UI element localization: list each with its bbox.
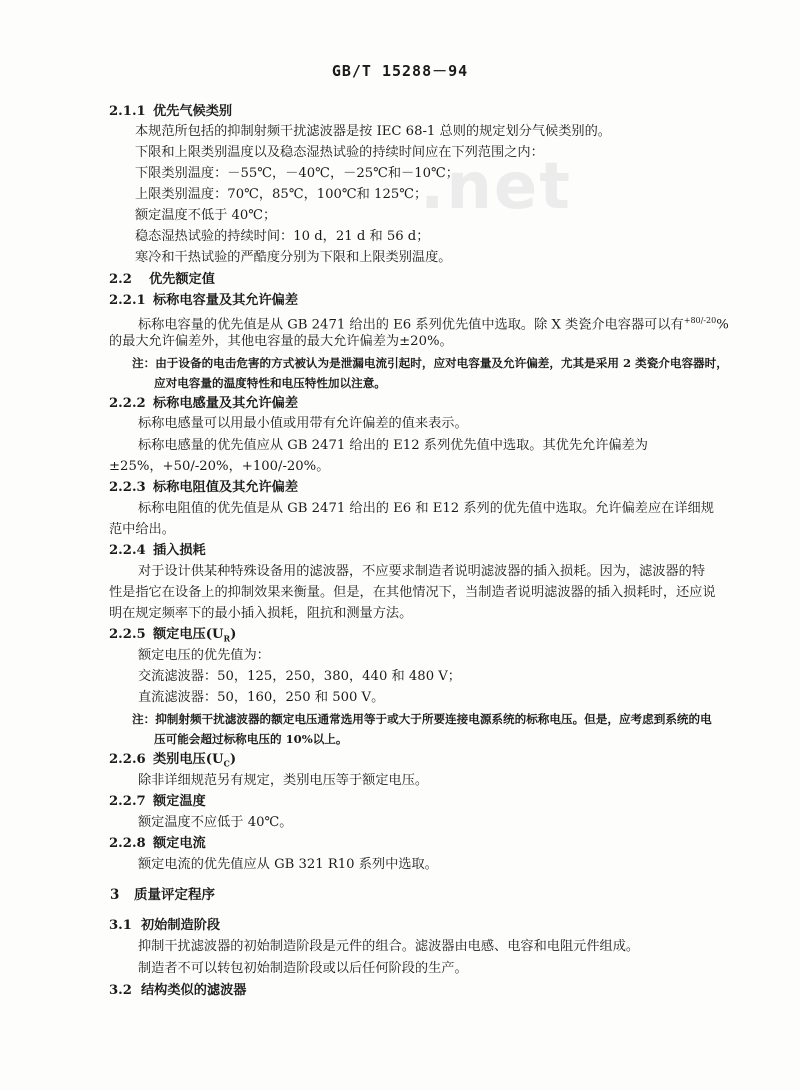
paragraph-line: 下限和上限类别温度以及稳态湿热试验的持续时间应在下列范围之内： bbox=[135, 145, 544, 160]
section-2-2-8-heading bbox=[109, 836, 206, 852]
section-number: 2.2.1 bbox=[109, 293, 146, 308]
subscript: R bbox=[223, 633, 231, 644]
paragraph-line: 额定电压的优先值为： bbox=[138, 648, 270, 663]
section-title: 插入损耗 bbox=[153, 543, 206, 558]
section-title: 标称电容量及其允许偏差 bbox=[153, 293, 299, 308]
paragraph-line: 额定温度不低于 40℃； bbox=[135, 208, 277, 223]
tolerance-superscript: +80/-20 bbox=[683, 316, 717, 325]
close-paren: ) bbox=[230, 627, 237, 642]
section-number: 2.1.1 bbox=[109, 104, 146, 119]
note-line: 压可能会超过标称电压的 10%以上。 bbox=[154, 732, 348, 746]
paragraph-line: 交流滤波器：50，125，250，380，440 和 480 V； bbox=[138, 669, 461, 684]
section-number: 2.2.5 bbox=[109, 627, 146, 642]
paragraph-line: 稳态湿热试验的持续时间：10 d，21 d 和 56 d； bbox=[135, 229, 430, 244]
close-paren: ) bbox=[229, 752, 237, 767]
section-2-2-1-heading bbox=[109, 293, 298, 309]
paragraph-line: 明在规定频率下的最小插入损耗，阻抗和测量方法。 bbox=[109, 606, 413, 621]
section-number: 2.2.4 bbox=[109, 543, 146, 558]
section-number: 2.2.3 bbox=[109, 480, 146, 495]
paragraph-line: 的最大允许偏差外，其他电容量的最大允许偏差为±20%。 bbox=[109, 334, 453, 349]
section-number: 2.2.2 bbox=[109, 396, 146, 411]
section-number: 2.2 bbox=[109, 272, 132, 287]
paragraph-line: 抑制干扰滤波器的初始制造阶段是元件的组合。滤波器由电感、电容和电阻元件组成。 bbox=[138, 939, 640, 954]
watermark: .net bbox=[420, 150, 572, 224]
paragraph-line: 范中给出。 bbox=[109, 522, 175, 537]
section-2-2-5-heading bbox=[109, 627, 236, 647]
paragraph-line: 下限类别温度：－55℃，－40℃，－25℃和－10℃； bbox=[135, 166, 459, 181]
section-2-1-1-heading bbox=[109, 104, 232, 120]
paragraph-line: ±25%，+50/-20%，+100/-20%。 bbox=[109, 459, 330, 474]
section-2-2-3-heading bbox=[109, 480, 298, 496]
note-line: 应对电容量的温度特性和电压特性加以注意。 bbox=[154, 376, 386, 390]
section-number: 3.2 bbox=[109, 983, 132, 998]
paragraph-text: 标称电容量的优先值是从 GB 2471 给出的 E6 系列优先值中选取。除 X 类瓷介电容器可以有 bbox=[138, 317, 684, 333]
section-3-2-heading bbox=[109, 983, 247, 999]
section-title: 结构类似的滤波器 bbox=[141, 983, 247, 998]
section-title: 初始制造阶段 bbox=[141, 918, 221, 933]
paragraph-line: 标称电阻值的优先值是从 GB 2471 给出的 E6 和 E12 系列的优先值中选取。允许偏差应在详细规 bbox=[138, 501, 714, 516]
paragraph-line: 性是指它在设备上的抑制效果来衡量。但是，在其他情况下，当制造者说明滤波器的插入损耗时，还应说 bbox=[109, 585, 716, 600]
section-title: 优先额定值 bbox=[149, 272, 215, 287]
paragraph-line: 本规范所包括的抑制射频干扰滤波器是按 IEC 68-1 总则的规定划分气候类别的。 bbox=[135, 124, 611, 139]
section-number: 2.2.8 bbox=[109, 836, 146, 851]
section-number: 3 bbox=[110, 887, 120, 903]
paragraph-line: 标称电感量可以用最小值或用带有允许偏差的值来表示。 bbox=[138, 416, 468, 431]
section-title: 质量评定程序 bbox=[134, 887, 215, 903]
section-title: 标称电阻值及其允许偏差 bbox=[153, 480, 299, 495]
section-2-2-7-heading bbox=[109, 794, 206, 810]
section-3-heading bbox=[110, 887, 215, 903]
section-number: 2.2.6 bbox=[109, 752, 146, 767]
paragraph-line: 额定电流的优先值应从 GB 321 R10 系列中选取。 bbox=[138, 857, 438, 872]
paragraph-line: 标称电感量的优先值应从 GB 2471 给出的 E12 系列优先值中选取。其优先允许偏差为 bbox=[138, 438, 648, 453]
note-line: 注：抑制射频干扰滤波器的额定电压通常选用等于或大于所要连接电源系统的标称电压。但是，应考虑到系统的电 bbox=[132, 712, 712, 726]
note-line: 注：由于设备的电击危害的方式被认为是泄漏电流引起时，应对电容量及允许偏差，尤其是采用 2 类瓷介电容器时， bbox=[132, 356, 728, 370]
paragraph-line: 额定温度不应低于 40℃。 bbox=[138, 815, 293, 830]
section-title: 额定电压(U bbox=[153, 627, 224, 642]
paragraph-line: 上限类别温度：70℃，85℃，100℃和 125℃； bbox=[135, 187, 428, 202]
section-title: 标称电感量及其允许偏差 bbox=[153, 396, 299, 411]
paragraph-line: 寒冷和干热试验的严酷度分别为下限和上限类别温度。 bbox=[135, 250, 452, 265]
section-2-2-2-heading bbox=[109, 396, 298, 412]
section-title: 类别电压(U bbox=[153, 752, 224, 767]
section-number: 2.2.7 bbox=[109, 794, 146, 809]
section-2-2-6-heading bbox=[109, 752, 236, 772]
paragraph-line: 对于设计供某种特殊设备用的滤波器，不应要求制造者说明滤波器的插入损耗。因为，滤波器的特 bbox=[138, 564, 706, 579]
section-2-2-4-heading bbox=[109, 543, 206, 559]
paragraph-line: 除非详细规范另有规定，类别电压等于额定电压。 bbox=[138, 773, 429, 788]
section-title: 额定温度 bbox=[153, 794, 206, 809]
section-3-1-heading bbox=[109, 918, 220, 934]
paragraph-line bbox=[138, 313, 729, 333]
paragraph-line: 制造者不可以转包初始制造阶段或以后任何阶段的生产。 bbox=[138, 961, 468, 976]
section-title: 优先气候类别 bbox=[153, 104, 233, 119]
section-2-2-heading bbox=[109, 272, 215, 288]
percent-sign: % bbox=[716, 317, 729, 333]
paragraph-line: 直流滤波器：50，160，250 和 500 V。 bbox=[138, 690, 385, 705]
section-number: 3.1 bbox=[109, 918, 132, 933]
standard-number-header: GB/T 15288－94 bbox=[331, 62, 469, 80]
subscript: C bbox=[223, 758, 230, 769]
section-title: 额定电流 bbox=[153, 836, 206, 851]
